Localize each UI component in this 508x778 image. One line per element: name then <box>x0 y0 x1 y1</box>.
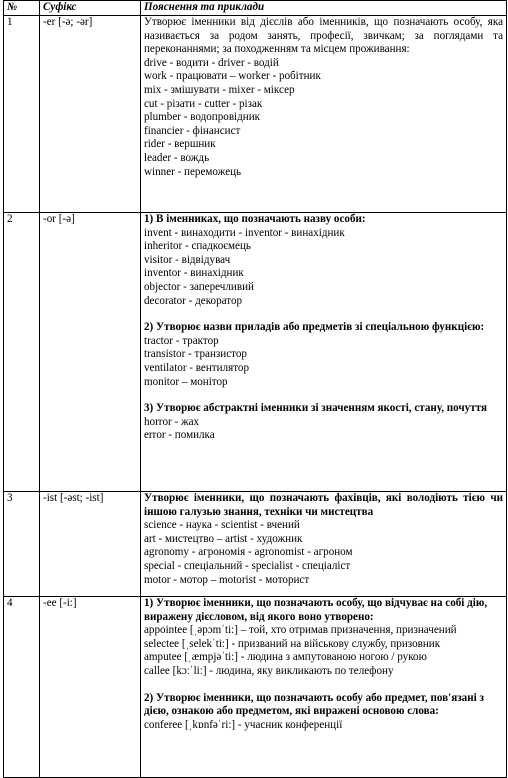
row-number: 4 <box>4 597 40 778</box>
example-line: art - мистецтво – artist - художник <box>144 532 303 545</box>
row-explanation <box>141 492 507 597</box>
example-line: mix - змішувати - mixer - міксер <box>144 83 295 96</box>
example-line: agronomy - агрономія - agronomist - агроном <box>144 546 353 559</box>
example-line: inventor - винахідник <box>144 267 244 280</box>
example-line: rider - вершник <box>144 138 216 151</box>
example-line: financier - фінансист <box>144 124 241 137</box>
example-line: motor - мотор – motorist - моторист <box>144 573 310 586</box>
example-line: decorator - декоратор <box>144 294 243 307</box>
group-heading: Утворює іменники, що позначають фахівців, які володіють тією чи іншою галузью знання, техніки чи мистецтва <box>144 492 503 518</box>
example-line: leader - вождь <box>144 151 210 164</box>
example-line: objector - заперечливий <box>144 280 254 293</box>
example-line: visitor - відвідувач <box>144 253 231 266</box>
example-line: plumber - водопровідник <box>144 111 261 124</box>
example-line: invent - винаходити - inventor - винахідник <box>144 226 345 239</box>
example-line: amputee [ˌæmpjəˈti:] - людина з ампутованою ногою / рукою <box>144 651 427 664</box>
example-line: drive - водити - driver - водій <box>144 56 279 69</box>
example-line: special - спеціальний - specialist - спеціаліст <box>144 559 351 572</box>
table-row <box>4 597 507 778</box>
spacer <box>144 389 503 402</box>
example-line: science - наука - scientist - вчений <box>144 519 300 532</box>
row-explanation <box>141 597 507 778</box>
example-line: winner - переможець <box>144 165 242 178</box>
example-line: work - працювати – worker - робітник <box>144 70 321 83</box>
example-line: horror - жах <box>144 415 200 428</box>
example-line: conferee [ˌkɒnfəˈri:] - учасник конференції <box>144 718 343 731</box>
example-line: callee [kɔːˈliː] - людина, яку викликають по телефону <box>144 664 394 677</box>
example-line: error - помилка <box>144 429 215 442</box>
row-suffix: -ist [-əst; -ist] <box>40 492 141 597</box>
example-line: ventilator - вентилятор <box>144 361 250 374</box>
group-heading: 1) Утворює іменники, що позначають особу, що відчуває на собі дію, виражену дієсловом, від якого воно утворено: <box>144 597 488 623</box>
group-heading: 2) Утворює іменники, що позначають особу або предмет, пов'язані з дією, ознакою або предметом, які виражені основою слова: <box>144 691 484 718</box>
table-row <box>4 492 507 597</box>
example-line: monitor – монітор <box>144 375 228 388</box>
example-line: selectee [ˌselekˈti:] - призваний на військову службу, призовник <box>144 637 441 650</box>
group-heading: 3) Утворює абстрактні іменники зі значенням якості, стану, почуття <box>144 402 487 415</box>
example-line: appointee [ˌəpɔmˈti:] – той, хто отримав призначення, призначений <box>144 624 457 637</box>
row-suffix: -or [-ə] <box>40 213 141 492</box>
suffix-table <box>3 0 507 778</box>
table-row <box>4 16 507 213</box>
table-header-row <box>4 1 507 16</box>
row-suffix: -er [-ə; -ər] <box>40 16 141 213</box>
header-explanation: Пояснення та приклади <box>141 1 507 16</box>
example-line: inheritor - спадкоємець <box>144 240 251 253</box>
header-number: № <box>4 1 40 16</box>
example-line: cut - різати - cutter - різак <box>144 97 263 110</box>
row-suffix: -ee [-i:] <box>40 597 141 778</box>
example-line: transistor - транзистор <box>144 348 247 361</box>
spacer <box>144 308 503 321</box>
header-suffix: Суфікс <box>40 1 141 16</box>
row-explanation <box>141 16 507 213</box>
group-heading: 1) В іменниках, що позначають назву особи: <box>144 213 366 225</box>
row-explanation <box>141 213 507 492</box>
row-number: 2 <box>4 213 40 492</box>
row-number: 1 <box>4 16 40 213</box>
row-number: 3 <box>4 492 40 597</box>
group-heading: 2) Утворює назви приладів або предметів зі спеціальною функцією: <box>144 321 485 334</box>
spacer <box>144 679 503 692</box>
row-intro: Утворює іменники від дієслів або іменників, що позначають особу, яка називається за родом занять, професії, звичкам; за поглядами та переконаннями; за походженням та місцем проживання: <box>144 16 503 56</box>
table-row <box>4 213 507 492</box>
example-line: tractor - трактор <box>144 334 219 347</box>
